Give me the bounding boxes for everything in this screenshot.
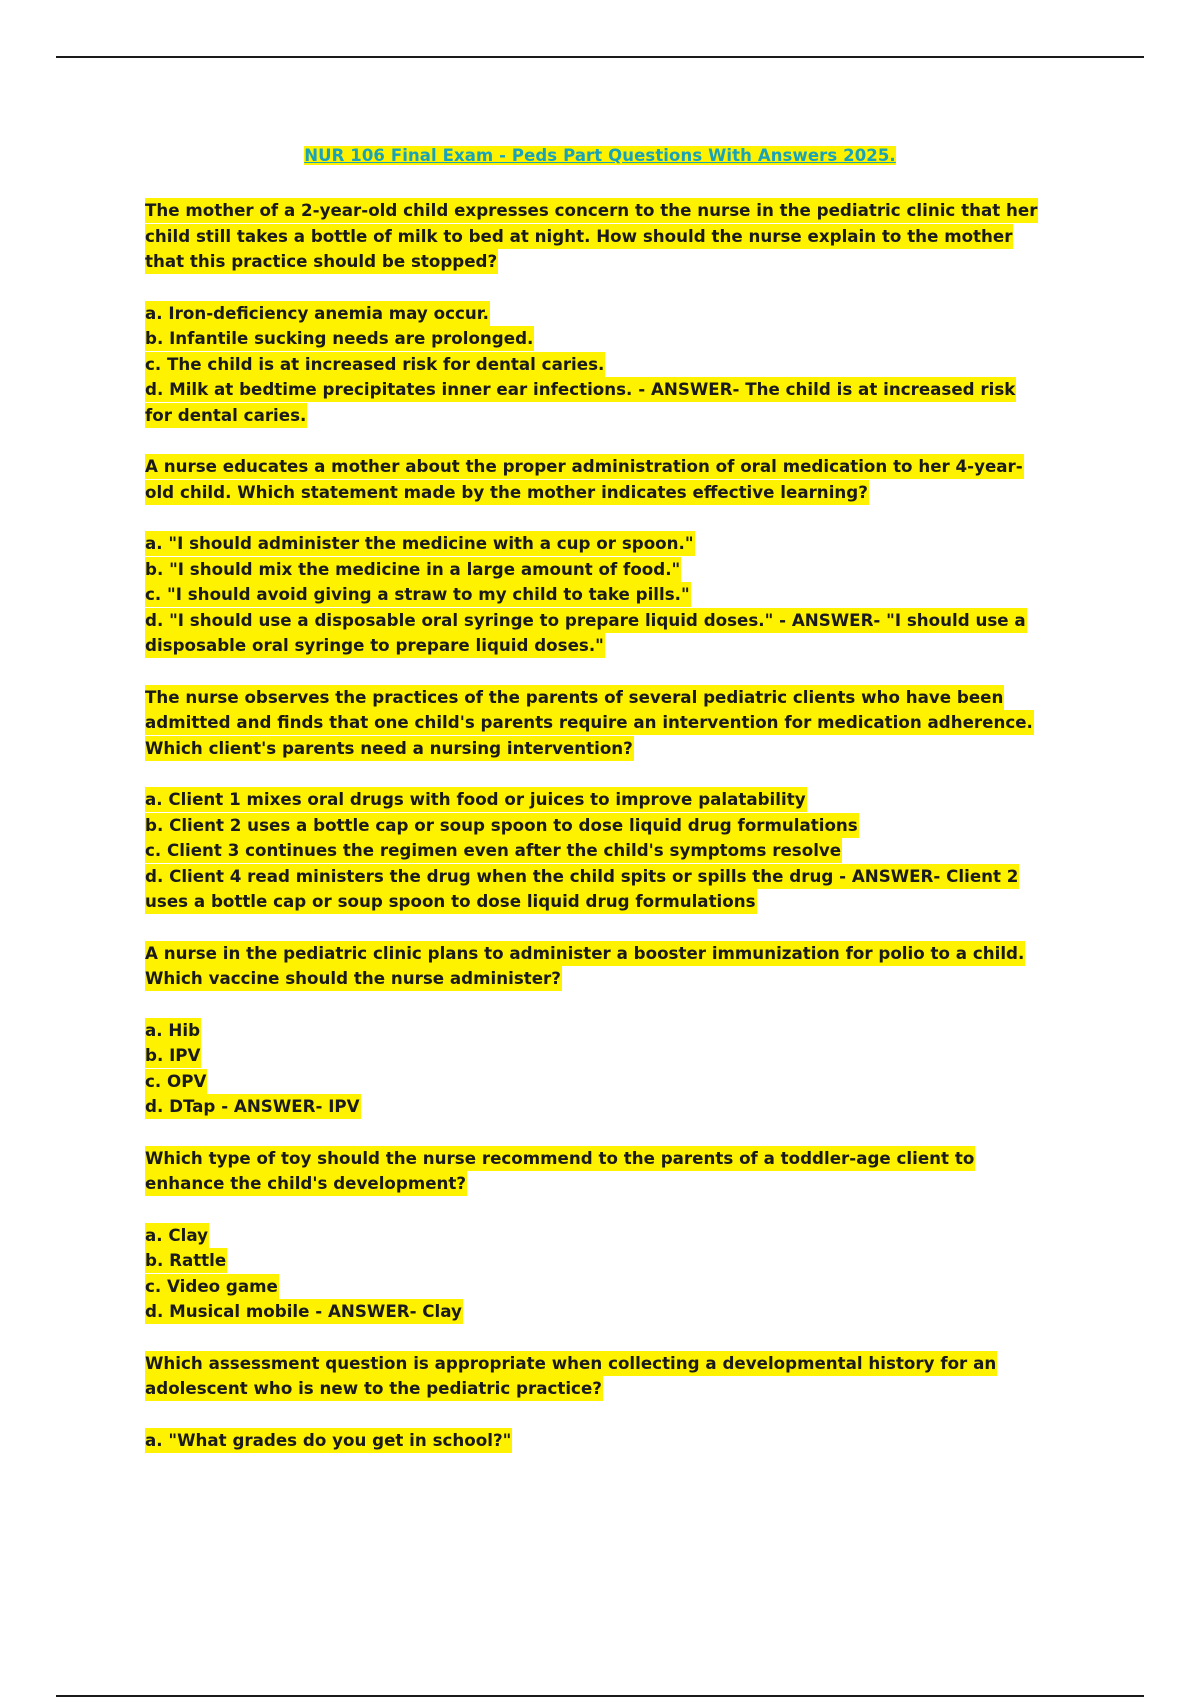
option-line (145, 301, 1090, 327)
question-line (145, 224, 1090, 250)
highlighted-text: adolescent who is new to the pediatric practice? (145, 1376, 603, 1401)
question-block (145, 198, 1090, 275)
highlighted-text: A nurse educates a mother about the proper administration of oral medication to her 4-year- (145, 454, 1024, 479)
highlighted-text: a. "What grades do you get in school?" (145, 1428, 512, 1453)
highlighted-text: uses a bottle cap or soup spoon to dose liquid drug formulations (145, 889, 757, 914)
question-line (145, 685, 1090, 711)
document-title: NUR 106 Final Exam - Peds Part Questions With Answers 2025. (304, 146, 896, 165)
highlighted-text: a. Clay (145, 1223, 209, 1248)
highlighted-text: that this practice should be stopped? (145, 249, 498, 274)
question-line (145, 966, 1090, 992)
highlighted-text: Which assessment question is appropriate when collecting a developmental history for an (145, 1351, 997, 1376)
highlighted-text: c. "I should avoid giving a straw to my child to take pills." (145, 582, 691, 607)
option-line (145, 787, 1090, 813)
option-line (145, 813, 1090, 839)
option-line (145, 1043, 1090, 1069)
option-line (145, 838, 1090, 864)
question-line (145, 710, 1090, 736)
highlighted-text: d. Milk at bedtime precipitates inner ear infections. - ANSWER- The child is at increased risk (145, 377, 1016, 402)
question-line (145, 198, 1090, 224)
option-line (145, 582, 1090, 608)
highlighted-text: d. DTap - ANSWER- IPV (145, 1094, 361, 1119)
option-line (145, 633, 1090, 659)
question-line (145, 249, 1090, 275)
highlighted-text: Which vaccine should the nurse administer? (145, 966, 562, 991)
option-line (145, 352, 1090, 378)
footer-rule (56, 1695, 1144, 1697)
option-line (145, 1428, 1090, 1454)
highlighted-text: d. "I should use a disposable oral syringe to prepare liquid doses." - ANSWER- "I should use a (145, 608, 1027, 633)
highlighted-text: child still takes a bottle of milk to bed at night. How should the nurse explain to the mother (145, 224, 1013, 249)
highlighted-text: a. Hib (145, 1018, 201, 1043)
question-block (145, 1146, 1090, 1197)
highlighted-text: d. Client 4 read ministers the drug when the child spits or spills the drug - ANSWER- Client 2 (145, 864, 1019, 889)
highlighted-text: enhance the child's development? (145, 1171, 467, 1196)
highlighted-text: a. Iron-deficiency anemia may occur. (145, 301, 490, 326)
question-line (145, 736, 1090, 762)
option-line (145, 1069, 1090, 1095)
option-line (145, 1018, 1090, 1044)
question-line (145, 1376, 1090, 1402)
option-line (145, 1248, 1090, 1274)
question-block (145, 1351, 1090, 1402)
highlighted-text: The mother of a 2-year-old child expresses concern to the nurse in the pediatric clinic that her (145, 198, 1038, 223)
highlighted-text: c. The child is at increased risk for dental caries. (145, 352, 605, 377)
question-line (145, 1146, 1090, 1172)
highlighted-text: c. Client 3 continues the regimen even after the child's symptoms resolve (145, 838, 842, 863)
option-line (145, 608, 1090, 634)
option-line (145, 1094, 1090, 1120)
option-line (145, 377, 1090, 403)
highlighted-text: b. Infantile sucking needs are prolonged. (145, 326, 534, 351)
highlighted-text: a. "I should administer the medicine with a cup or spoon." (145, 531, 695, 556)
option-line (145, 531, 1090, 557)
options-block (145, 1018, 1090, 1120)
highlighted-text: disposable oral syringe to prepare liquid doses." (145, 633, 605, 658)
question-block (145, 941, 1090, 992)
highlighted-text: b. "I should mix the medicine in a large amount of food." (145, 557, 681, 582)
highlighted-text: c. Video game (145, 1274, 279, 1299)
highlighted-text: a. Client 1 mixes oral drugs with food or juices to improve palatability (145, 787, 807, 812)
title-container (0, 146, 1200, 165)
option-line (145, 557, 1090, 583)
highlighted-text: Which client's parents need a nursing intervention? (145, 736, 634, 761)
highlighted-text: admitted and finds that one child's parents require an intervention for medication adherence. (145, 710, 1034, 735)
options-block (145, 1428, 1090, 1454)
option-line (145, 1274, 1090, 1300)
highlighted-text: b. Rattle (145, 1248, 227, 1273)
option-line (145, 889, 1090, 915)
question-line (145, 480, 1090, 506)
options-block (145, 787, 1090, 915)
highlighted-text: b. Client 2 uses a bottle cap or soup spoon to dose liquid drug formulations (145, 813, 859, 838)
option-line (145, 1223, 1090, 1249)
option-line (145, 326, 1090, 352)
highlighted-text: The nurse observes the practices of the parents of several pediatric clients who have been (145, 685, 1004, 710)
question-line (145, 1171, 1090, 1197)
document-body (145, 198, 1090, 1479)
highlighted-text: A nurse in the pediatric clinic plans to administer a booster immunization for polio to a child. (145, 941, 1025, 966)
question-block (145, 685, 1090, 762)
question-line (145, 1351, 1090, 1377)
option-line (145, 1299, 1090, 1325)
highlighted-text: d. Musical mobile - ANSWER- Clay (145, 1299, 463, 1324)
options-block (145, 301, 1090, 429)
highlighted-text: b. IPV (145, 1043, 201, 1068)
question-line (145, 941, 1090, 967)
option-line (145, 864, 1090, 890)
header-rule (56, 56, 1144, 58)
highlighted-text: for dental caries. (145, 403, 307, 428)
highlighted-text: Which type of toy should the nurse recommend to the parents of a toddler-age client to (145, 1146, 975, 1171)
highlighted-text: old child. Which statement made by the mother indicates effective learning? (145, 480, 869, 505)
highlighted-text: c. OPV (145, 1069, 207, 1094)
options-block (145, 1223, 1090, 1325)
option-line (145, 403, 1090, 429)
question-line (145, 454, 1090, 480)
options-block (145, 531, 1090, 659)
question-block (145, 454, 1090, 505)
